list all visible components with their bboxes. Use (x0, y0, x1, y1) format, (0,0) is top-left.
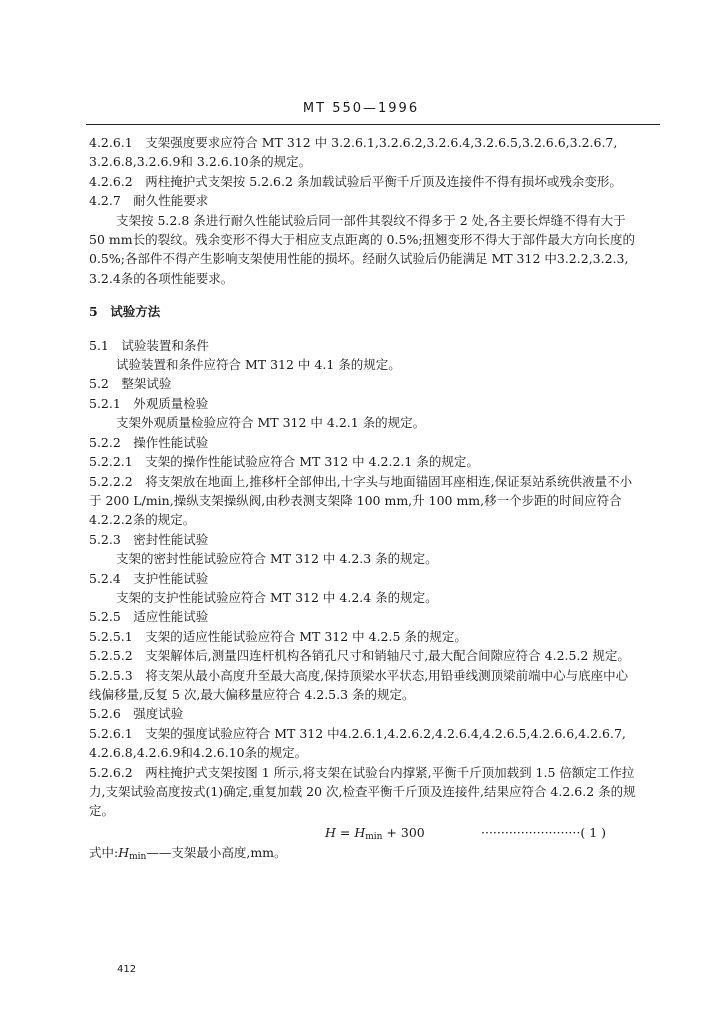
text-line: 线偏移量,反复 5 次,最大偏移量应符合 4.2.5.3 条的规定。 (89, 686, 415, 702)
formula-1 (89, 823, 655, 843)
text-line: 4.2.6.8,4.2.6.9和4.2.6.10条的规定。 (89, 745, 308, 761)
text-line: 5.2.6.2 两柱掩护式支架按图 1 所示,将支架在试验台内撑紧,平衡千斤顶加载到 1.5 倍额定工作拉 (89, 764, 635, 780)
text-line: 5.2.1 外观质量检验 (89, 395, 209, 411)
text-line: 支架按 5.2.8 条进行耐久性能试验后同一部件其裂纹不得多于 2 处,各主要长焊缝不得有大于 (116, 212, 626, 228)
header-rule (86, 124, 660, 125)
document-body (89, 133, 655, 867)
text-line: 4.2.6.2 两柱掩护式支架按 5.2.6.2 条加载试验后平衡千斤顶及连接件不得有损坏或残余变形。 (89, 173, 622, 189)
text-line: 5.2.2.2 将支架放在地面上,推移杆全部伸出,十字头与地面锚固耳座相连,保证泵站系统供液量不小 (89, 473, 633, 489)
text-line: 支架的密封性能试验应符合 MT 312 中 4.2.3 条的规定。 (116, 551, 438, 567)
text-line: 4.2.7 耐久性能要求 (89, 193, 209, 209)
text-line: 4.2.2.2条的规定。 (89, 512, 196, 528)
text-line: 5.2.3 密封性能试验 (89, 531, 209, 547)
text-line: 于 200 L/min,操纵支架操纵阀,由秒表测支架降 100 mm,升 100 mm,移一个步距的时间应符合 (89, 492, 622, 508)
text-line: 3.2.6.8,3.2.6.9和 3.2.6.10条的规定。 (89, 154, 312, 170)
text-line: 3.2.4条的各项性能要求。 (89, 270, 234, 286)
text-line: 5 试验方法 (89, 304, 161, 320)
text-line: 力,支架试验高度按式(1)确定,重复加载 20 次,检查平衡千斤顶及连接件,结果应符合 4.2.6.2 条的规 (89, 784, 636, 799)
text-line: 5.2.4 支护性能试验 (89, 570, 209, 586)
text-line: 5.2.2 操作性能试验 (89, 434, 209, 450)
page-number: 412 (117, 964, 137, 975)
text-lines (89, 133, 655, 821)
text-line: 5.2.5 适应性能试验 (89, 609, 209, 625)
text-line: 5.2.6.1 支架的强度试验应符合 MT 312 中4.2.6.1,4.2.6.2,4.2.6.4,4.2.6.5,4.2.6.6,4.2.6.7, (89, 725, 626, 741)
text-line: 定。 (89, 803, 115, 819)
formula-where: 式中$:H_{min}——$支架最小高度,mm。 (89, 844, 287, 862)
text-line: 5.1 试验装置和条件 (89, 337, 209, 353)
text-line: 4.2.6.1 支架强度要求应符合 MT 312 中 3.2.6.1,3.2.6.2,3.2.6.4,3.2.6.5,3.2.6.6,3.2.6.7, (89, 135, 618, 150)
text-line: 0.5%;各部件不得产生影响支架使用性能的损坏。经耐久试验后仍能满足 MT 312 中3.2.2,3.2.3, (89, 251, 629, 267)
formula-number: ·························( 1 ) (481, 824, 606, 840)
formula-expression: $H = H_{min} + 300$ (325, 824, 425, 842)
text-line: 试验装置和条件应符合 MT 312 中 4.1 条的规定。 (116, 357, 401, 373)
text-line: 50 mm长的裂纹。残余变形不得大于相应支点距离的 0.5%;扭翘变形不得大于部件最大方向长度的 (89, 232, 636, 248)
text-line: 5.2.5.3 将支架从最小高度升至最大高度,保持顶梁水平状态,用铅垂线测顶梁前端中心与底座中心 (89, 667, 629, 683)
page-header: MT 550—1996 (302, 101, 420, 116)
text-line: 支架的支护性能试验应符合 MT 312 中 4.2.4 条的规定。 (116, 589, 438, 605)
text-line: 5.2.5.2 支架解体后,测量四连杆机构各销孔尺寸和销轴尺寸,最大配合间隙应符合 4.2.5.2 规定。 (89, 648, 630, 664)
text-line: 5.2.6 强度试验 (89, 706, 184, 722)
text-line: 5.2.5.1 支架的适应性能试验应符合 MT 312 中 4.2.5 条的规定。 (89, 628, 467, 644)
text-line: 5.2.2.1 支架的操作性能试验应符合 MT 312 中 4.2.2.1 条的规定。 (89, 454, 479, 470)
text-line: 5.2 整架试验 (89, 376, 172, 392)
text-line: 支架外观质量检验应符合 MT 312 中 4.2.1 条的规定。 (116, 415, 426, 431)
